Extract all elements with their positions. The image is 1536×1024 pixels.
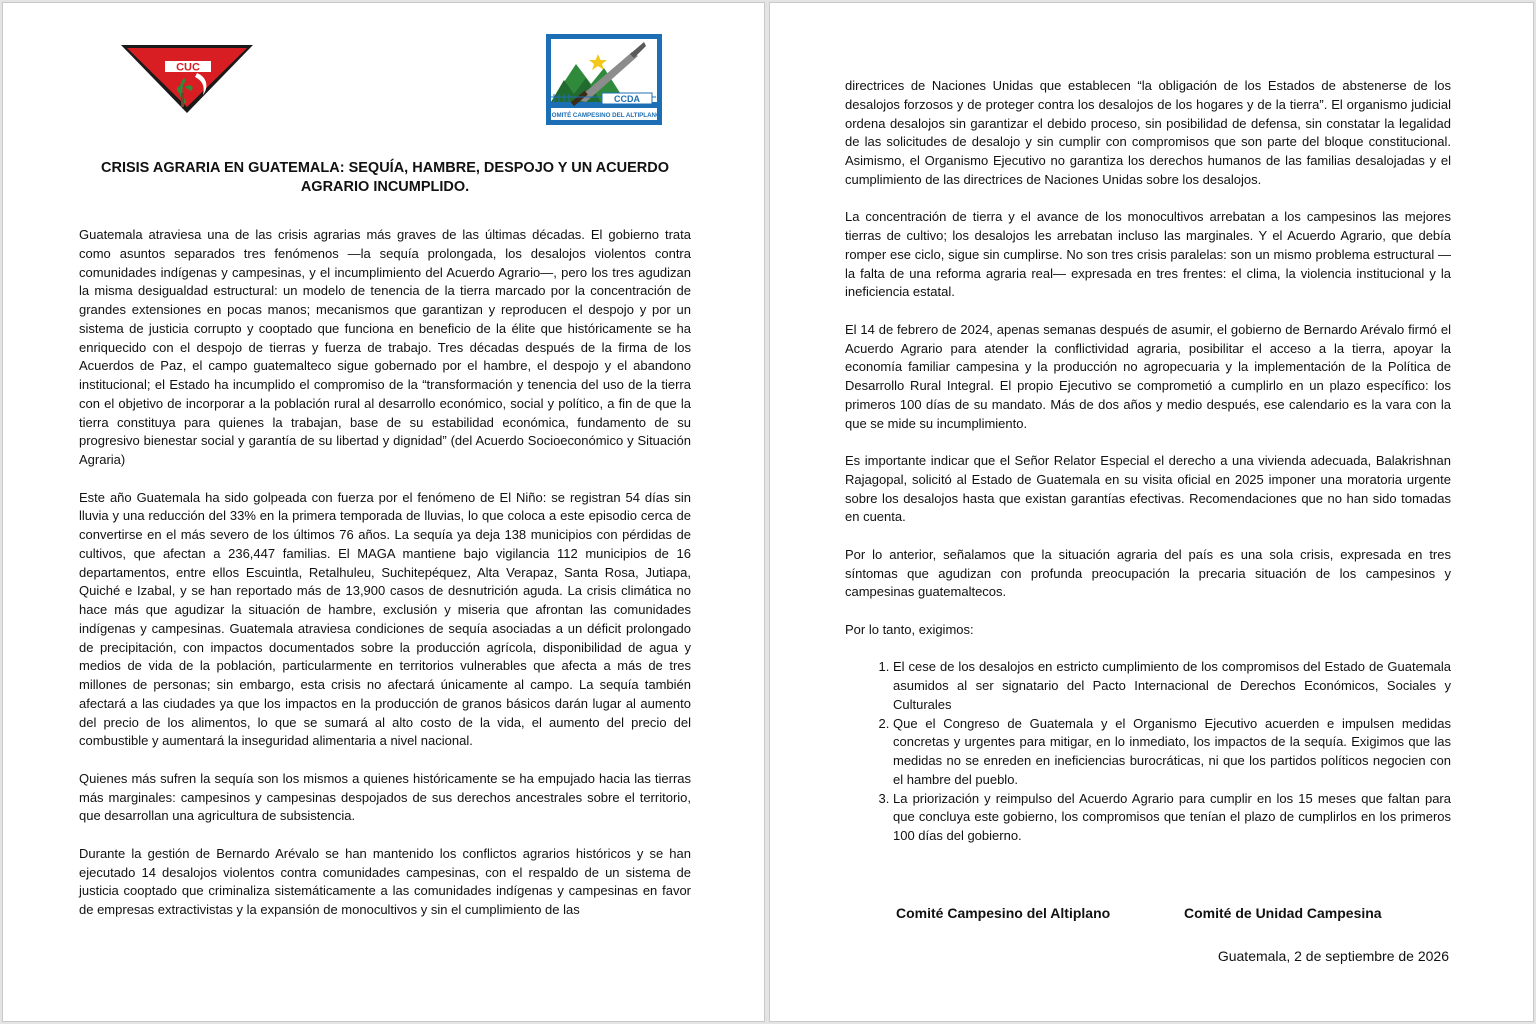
cuc-logo bbox=[119, 43, 255, 115]
demand-item: 3. La priorización y reimpulso del Acuerdo Agrario para cumplir en los 15 meses que faltan para que concluya este gobierno, los compromisos que tenían el plazo de cumplirlos en los primeros 100 días del gobierno. bbox=[893, 790, 1451, 846]
dateline: Guatemala, 2 de septiembre de 2026 bbox=[1217, 948, 1449, 964]
paragraph-drought: Este año Guatemala ha sido golpeada con fuerza por el fenómeno de El Niño: se registran 54 días sin lluvia y una reducción del 33% en la primera temporada de lluvias, lo que coloca a este episodio cerca de convertirse en el más severo de los últimos 76 años. La sequía ya deja 138 municipios con pérdidas de cultivos, que afectan a 236,447 familias. El MAGA mantiene bajo vigilancia 112 municipios de 16 departamentos, entre ellos Escuintla, Retalhuleu, Suchitepéquez, Alta Verapaz, Santa Rosa, Jutiapa, Quiché e Izabal, y se han reportado más de 13,900 casos de desnutrición aguda. La crisis climática no hace más que agudizar la situación de hambre, exclusión y miseria que afrontan las comunidades indígenas y campesinas. Guatemala atraviesa condiciones de sequía asociadas a un déficit prolongado de precipitación, con impactos documentados sobre la producción agrícola, disponibilidad de agua y medios de vida de la población, particularmente en territorios vulnerables que afecta a más de tres millones de personas; sin embargo, esta crisis no afectará únicamente al campo. La sequía también afectará a las ciudades ya que los impactos en la producción de granos básicos darán lugar al aumento del precio de los alimentos, lo que se sumará al alto costo de la vida, el aumento del precio del combustible y aumentará la inseguridad alimentaria a nivel nacional. bbox=[79, 489, 691, 749]
demand-item: 2. Que el Congreso de Guatemala y el Organismo Ejecutivo acuerden e impulsen medidas concretas y urgentes para mitigar, en lo inmediato, los impactos de la sequía. Exigimos que las medidas no se enreden en ineficiencias burocráticas, ni que los partidos políticos negocien con el hambre del pueblo. bbox=[893, 715, 1451, 790]
paragraph-marginal-lands: Quienes más sufren la sequía son los mismos a quienes históricamente se ha empujado hacia las tierras más marginales: campesinos y campesinas despojados de sus derechos ancestrales sobre el territorio, que desarrollan una agricultura de subsistencia. bbox=[79, 770, 691, 824]
demands-list bbox=[845, 658, 1451, 846]
right-page-body bbox=[845, 77, 1451, 846]
paragraph-single-crisis: Por lo anterior, señalamos que la situación agraria del país es una sola crisis, expresada en tres síntomas que agudizan con profunda preocupación la precaria situación de los campesinos y campesinas guatemaltecos. bbox=[845, 546, 1451, 600]
ccda-logo-acronym: CCDA bbox=[614, 94, 640, 104]
paragraph-evictions: Durante la gestión de Bernardo Arévalo se han mantenido los conflictos agrarios históricos y se han ejecutado 14 desalojos violentos contra comunidades campesinas, con el respaldo de un sistema de justicia cooptado que criminaliza sistemáticamente a las comunidades indígenas y campesinas en favor de empresas extractivistas y la expansión de monocultivos y sin el cumplimiento de las bbox=[79, 845, 691, 917]
ccda-logo-name: COMITÉ CAMPESINO DEL ALTIPLANO bbox=[547, 112, 661, 119]
paragraph-un-guidelines: directrices de Naciones Unidas que establecen “la obligación de los Estados de abstenerse de los desalojos forzosos y de proteger contra los desalojos de los hogares y de la tierra”. El organismo judicial ordena desalojos sin garantizar el debido proceso, sin posibilidad de defensa, sin constatar la legalidad de las solicitudes de desalojo y sin cumplir con compromisos que son parte del bloque constitucional. Asimismo, el Organismo Ejecutivo no garantiza los derechos humanos de las familias desalojadas y el cumplimiento de las directrices de Naciones Unidas sobre los desalojos. bbox=[845, 78, 1451, 187]
signature-cuc: Comité de Unidad Campesina bbox=[1184, 905, 1382, 921]
left-page-body bbox=[79, 226, 691, 920]
document-title: CRISIS AGRARIA EN GUATEMALA: SEQUÍA, HAMBRE, DESPOJO Y UN ACUERDO AGRARIO INCUMPLIDO. bbox=[101, 160, 669, 195]
paragraph-intro: Guatemala atraviesa una de las crisis agrarias más graves de las últimas décadas. El gobierno trata como asuntos separados tres fenómenos —la sequía prolongada, los desalojos violentos contra comunidades indígenas y campesinas, y el incumplimiento del Acuerdo Agrario—, pero los tres agudizan la misma desigualdad estructural: un modelo de tenencia de la tierra marcado por la concentración de grandes extensiones en pocas manos; mecanismos que garantizan y reproducen el despojo y por un sistema de justicia corrupto y cooptado que funciona en beneficio de la élite que históricamente se ha enriquecido con el despojo de tierras y fuerza de trabajo. Tres décadas después de la firma de los Acuerdos de Paz, el campo guatemalteco sigue gobernado por el hambre, el despojo y el abandono institucional; el Estado ha incumplido el compromiso de la “transformación y tenencia del uso de la tierra con el objetivo de incorporar a la población rural al desarrollo económico, social y político, a fin de que la tierra constituya para quienes la trabajan, base de su estabilidad económica, fundamento de su progresivo bienestar social y garantía de su libertad y dignidad” (del Acuerdo Socioeconómico y Situación Agraria) bbox=[79, 227, 691, 467]
paragraph-agrarian-agreement: El 14 de febrero de 2024, apenas semanas después de asumir, el gobierno de Bernardo Arévalo firmó el Acuerdo Agrario para atender la conflictividad agraria, posibilitar el acceso a la tierra, apoyar la economía familiar campesina y la producción no agropecuaria y la implementación de la Política de Desarrollo Rural Integral. El propio Ejecutivo se comprometió a cumplirlo en un plazo específico: los primeros 100 días de su mandato. Más de dos años y medio después, ese calendario es la vara con la que se mide su incumplimiento. bbox=[845, 321, 1451, 431]
signature-ccda: Comité Campesino del Altiplano bbox=[896, 905, 1111, 921]
document-page-left bbox=[2, 2, 765, 1022]
demand-item: 1. El cese de los desalojos en estricto cumplimiento de los compromisos del Estado de Guatemala asumidos al ser signatario del Pacto Internacional de Derechos Económicos, Sociales y Culturales bbox=[893, 658, 1451, 714]
paragraph-demands-intro: Por lo tanto, exigimos: bbox=[845, 621, 974, 637]
cuc-logo-text: CUC bbox=[176, 61, 200, 74]
document-page-right bbox=[769, 2, 1534, 1022]
paragraph-special-rapporteur: Es importante indicar que el Señor Relator Especial el derecho a una vivienda adecuada, Balakrishnan Rajagopal, solicitó al Estado de Guatemala en su visita oficial en 2025 imponer una moratoria urgente sobre los desalojos hasta que existan garantías efectivas. Recomendaciones que no han sido tomadas en cuenta. bbox=[845, 453, 1451, 525]
ccda-logo bbox=[546, 34, 662, 125]
paragraph-land-concentration: La concentración de tierra y el avance de los monocultivos arrebatan a los campesinos las mejores tierras de cultivo; los desalojos les arrebatan incluso las marginales. Y el Acuerdo Agrario, que debía romper ese ciclo, sigue sin cumplirse. No son tres crisis paralelas: son un mismo problema estructural —la falta de una reforma agraria real— expresada en tres frentes: el clima, la violencia institucional y la ineficiencia estatal. bbox=[845, 209, 1451, 300]
